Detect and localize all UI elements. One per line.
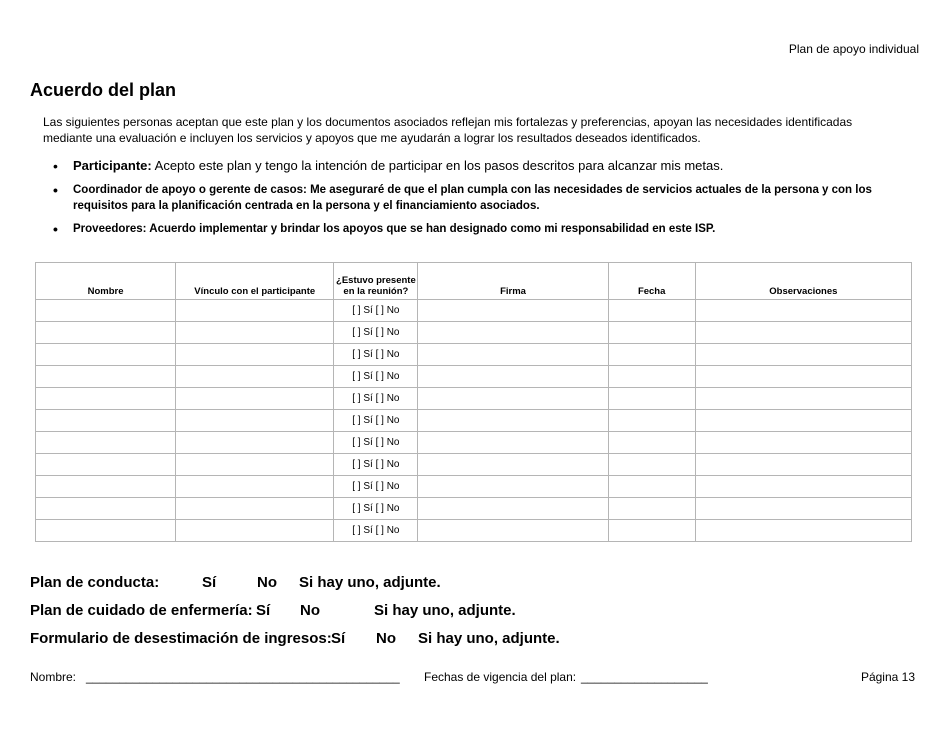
intro-paragraph: Las siguientes personas aceptan que este plan y los documentos asociados reflejan mis fortalezas y preferencias, apoyan las necesidades identificadas mediante una evaluación e incluyen los servicios y apoyos que me ayudarán a lograr los resultados deseados identificados. [43,115,853,145]
presence-cell[interactable]: [ ] Sí [ ] No [334,476,418,498]
page-number: Página 13 [860,670,915,684]
observations-cell[interactable] [695,322,911,344]
name-cell[interactable] [36,520,176,542]
name-cell[interactable] [36,300,176,322]
agreement-list [53,158,873,244]
signature-cell[interactable] [418,520,608,542]
plan-label: Formulario de desestimación de ingresos: [30,630,332,647]
bullet-label: Participante: [73,158,152,173]
bullet-text: Acepto este plan y tengo la intención de participar en los pasos descritos para alcanzar mis metas. [151,158,724,173]
bullet-label: Proveedores: [73,223,147,235]
presence-cell[interactable]: [ ] Sí [ ] No [334,498,418,520]
presence-cell[interactable]: [ ] Sí [ ] No [334,410,418,432]
bullet-providers [53,221,873,237]
relationship-cell[interactable] [176,366,334,388]
observations-cell[interactable] [695,410,911,432]
table-row [36,410,912,432]
plan-note: Si hay uno, adjunte. [299,574,441,591]
name-cell[interactable] [36,454,176,476]
presence-cell[interactable]: [ ] Sí [ ] No [334,454,418,476]
name-cell[interactable] [36,498,176,520]
presence-cell[interactable]: [ ] Sí [ ] No [334,300,418,322]
signature-cell[interactable] [418,432,608,454]
col-header-date: Fecha [608,263,695,300]
signature-cell[interactable] [418,388,608,410]
relationship-cell[interactable] [176,476,334,498]
date-cell[interactable] [608,344,695,366]
footer-name-field[interactable]: _______________________________________________ [86,670,400,684]
date-cell[interactable] [608,476,695,498]
signature-cell[interactable] [418,344,608,366]
relationship-cell[interactable] [176,432,334,454]
date-cell[interactable] [608,498,695,520]
table-row [36,344,912,366]
table-row [36,366,912,388]
signature-cell[interactable] [418,300,608,322]
plan-label: Plan de cuidado de enfermería: [30,602,253,619]
relationship-cell[interactable] [176,388,334,410]
bullet-text: Acuerdo implementar y brindar los apoyos que se han designado como mi responsabilidad en este ISP. [146,223,716,235]
table-row [36,454,912,476]
observations-cell[interactable] [695,344,911,366]
relationship-cell[interactable] [176,454,334,476]
bullet-text: Me aseguraré de que el plan cumpla con las necesidades de servicios actuales de la persona y con los requisitos para la planificación centrada en la persona y el financiamiento asociados. [73,184,872,212]
bullet-participant [53,158,873,174]
plan-note: Si hay uno, adjunte. [418,630,560,647]
relationship-cell[interactable] [176,498,334,520]
relationship-cell[interactable] [176,300,334,322]
col-header-observations: Observaciones [695,263,911,300]
relationship-cell[interactable] [176,520,334,542]
bullet-label: Coordinador de apoyo o gerente de casos: [73,184,307,196]
date-cell[interactable] [608,520,695,542]
observations-cell[interactable] [695,388,911,410]
observations-cell[interactable] [695,476,911,498]
table-header-row [36,263,912,300]
presence-cell[interactable]: [ ] Sí [ ] No [334,388,418,410]
plan-yes-option[interactable]: Sí [331,630,346,647]
plan-note: Si hay uno, adjunte. [374,602,516,619]
date-cell[interactable] [608,366,695,388]
plan-no-option[interactable]: No [376,630,396,647]
name-cell[interactable] [36,410,176,432]
table-row [36,498,912,520]
plan-no-option[interactable]: No [257,574,277,591]
signature-cell[interactable] [418,322,608,344]
table-row [36,476,912,498]
name-cell[interactable] [36,344,176,366]
plan-label: Plan de conducta: [30,574,160,591]
relationship-cell[interactable] [176,322,334,344]
observations-cell[interactable] [695,366,911,388]
footer-name-label: Nombre: [30,670,77,684]
presence-cell[interactable]: [ ] Sí [ ] No [334,432,418,454]
footer-dates-label: Fechas de vigencia del plan: [424,670,577,684]
date-cell[interactable] [608,300,695,322]
signature-cell[interactable] [418,476,608,498]
observations-cell[interactable] [695,432,911,454]
name-cell[interactable] [36,476,176,498]
signature-cell[interactable] [418,498,608,520]
plan-yes-option[interactable]: Sí [202,574,217,591]
observations-cell[interactable] [695,454,911,476]
plan-yes-option[interactable]: Sí [256,602,271,619]
presence-cell[interactable]: [ ] Sí [ ] No [334,344,418,366]
col-header-name: Nombre [36,263,176,300]
presence-cell[interactable]: [ ] Sí [ ] No [334,520,418,542]
date-cell[interactable] [608,454,695,476]
name-cell[interactable] [36,366,176,388]
relationship-cell[interactable] [176,344,334,366]
name-cell[interactable] [36,322,176,344]
table-row [36,322,912,344]
footer-dates-field[interactable]: ___________________ [581,670,708,684]
signature-table [35,262,912,542]
table-row [36,300,912,322]
date-cell[interactable] [608,388,695,410]
presence-cell[interactable]: [ ] Sí [ ] No [334,366,418,388]
observations-cell[interactable] [695,498,911,520]
date-cell[interactable] [608,322,695,344]
col-header-relationship: Vínculo con el participante [176,263,334,300]
observations-cell[interactable] [695,300,911,322]
date-cell[interactable] [608,432,695,454]
name-cell[interactable] [36,432,176,454]
table-row [36,520,912,542]
signature-cell[interactable] [418,410,608,432]
table-row [36,388,912,410]
plan-no-option[interactable]: No [300,602,320,619]
signature-cell[interactable] [418,366,608,388]
bullet-coordinator [53,182,873,214]
col-header-signature: Firma [418,263,608,300]
table-row [36,432,912,454]
col-header-present: ¿Estuvo presente en la reunión? [334,263,418,300]
date-cell[interactable] [608,410,695,432]
doc-header-title: Plan de apoyo individual [788,42,919,56]
name-cell[interactable] [36,388,176,410]
observations-cell[interactable] [695,520,911,542]
relationship-cell[interactable] [176,410,334,432]
signature-cell[interactable] [418,454,608,476]
section-title: Acuerdo del plan [30,80,177,100]
presence-cell[interactable]: [ ] Sí [ ] No [334,322,418,344]
